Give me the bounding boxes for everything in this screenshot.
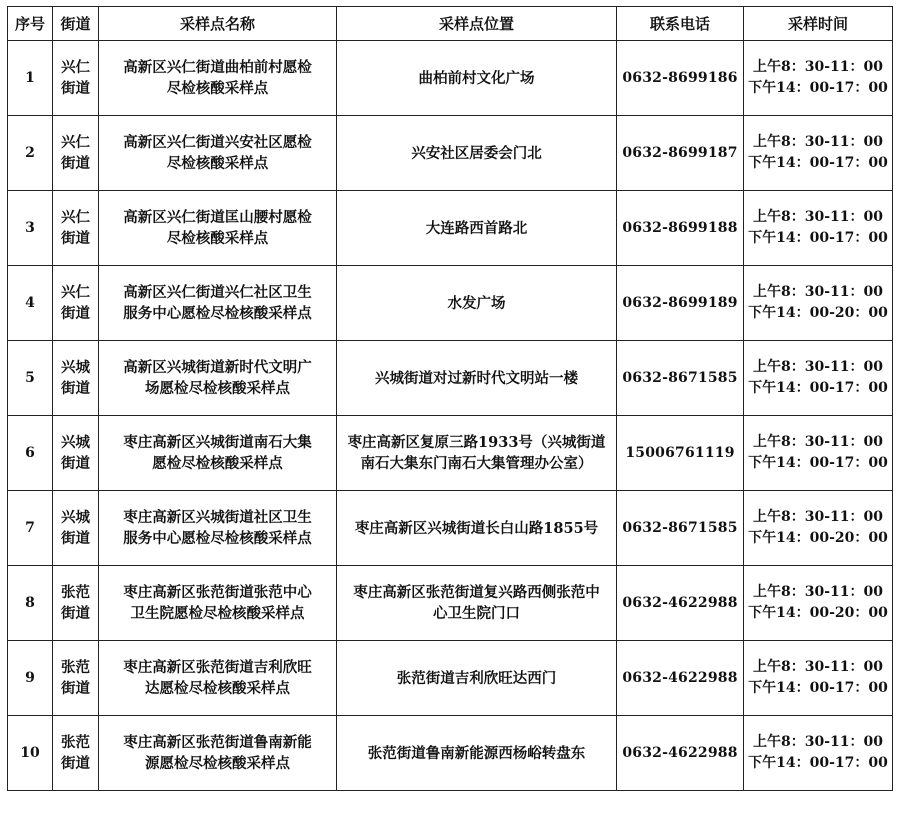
street-cell <box>53 416 99 491</box>
cell-line: 枣庄高新区张范街道张范中心 <box>123 584 312 601</box>
cell-line: 下午14：00-17：00 <box>748 680 888 696</box>
cell-line: 下午14：00-17：00 <box>748 455 888 471</box>
site-location-cell <box>337 266 617 341</box>
seq-cell: 9 <box>8 641 53 716</box>
header-seq: 序号 <box>8 7 53 41</box>
site-name-cell <box>99 41 337 116</box>
cell-line: 兴仁 <box>61 209 90 226</box>
cell-line: 兴城 <box>61 509 90 526</box>
cell-line: 高新区兴仁街道曲柏前村愿检 <box>123 59 312 76</box>
site-name-cell <box>99 716 337 791</box>
time-cell <box>744 341 893 416</box>
table-body <box>8 41 893 791</box>
table-row <box>8 41 893 116</box>
header-time: 采样时间 <box>744 7 893 41</box>
cell-line: 卫生院愿检尽检核酸采样点 <box>130 605 305 622</box>
site-location-cell <box>337 641 617 716</box>
site-location-cell <box>337 491 617 566</box>
seq-cell: 2 <box>8 116 53 191</box>
street-cell <box>53 116 99 191</box>
cell-line: 高新区兴仁街道兴安社区愿检 <box>123 134 312 151</box>
cell-line: 枣庄高新区张范街道鲁南新能 <box>123 734 312 751</box>
header-phone: 联系电话 <box>617 7 744 41</box>
cell-line: 下午14：00-17：00 <box>748 80 888 96</box>
phone-cell: 0632-4622988 <box>617 641 744 716</box>
cell-line: 南石大集东门南石大集管理办公室） <box>360 455 593 472</box>
street-cell <box>53 716 99 791</box>
cell-line: 愿检尽检核酸采样点 <box>152 455 283 472</box>
table-row <box>8 266 893 341</box>
street-cell <box>53 266 99 341</box>
site-name-cell <box>99 341 337 416</box>
site-name-cell <box>99 641 337 716</box>
site-location-cell <box>337 341 617 416</box>
cell-line: 下午14：00-17：00 <box>748 380 888 396</box>
cell-line: 尽检核酸采样点 <box>166 230 269 247</box>
phone-cell: 0632-8699186 <box>617 41 744 116</box>
cell-line: 兴城街道对过新时代文明站一楼 <box>375 369 578 387</box>
cell-line: 上午8：30-11：00 <box>753 734 883 750</box>
cell-line: 上午8：30-11：00 <box>753 359 883 375</box>
cell-line: 兴城 <box>61 359 90 376</box>
cell-line: 源愿检尽检核酸采样点 <box>145 755 290 772</box>
site-location-cell <box>337 191 617 266</box>
time-cell <box>744 116 893 191</box>
cell-line: 街道 <box>61 230 90 247</box>
seq-cell: 7 <box>8 491 53 566</box>
seq-cell: 5 <box>8 341 53 416</box>
phone-cell: 15006761119 <box>617 416 744 491</box>
cell-line: 下午14：00-20：00 <box>748 605 888 621</box>
cell-line: 街道 <box>61 680 90 697</box>
site-name-cell <box>99 116 337 191</box>
cell-line: 张范 <box>61 734 90 751</box>
cell-line: 街道 <box>61 755 90 772</box>
site-location-cell <box>337 41 617 116</box>
cell-line: 水发广场 <box>447 294 506 312</box>
seq-cell: 8 <box>8 566 53 641</box>
phone-cell: 0632-8671585 <box>617 491 744 566</box>
cell-line: 枣庄高新区兴城街道长白山路1855号 <box>354 519 599 537</box>
cell-line: 上午8：30-11：00 <box>753 509 883 525</box>
cell-line: 张范 <box>61 659 90 676</box>
phone-cell: 0632-4622988 <box>617 566 744 641</box>
cell-line: 街道 <box>61 605 90 622</box>
cell-line: 街道 <box>61 530 90 547</box>
site-location-cell <box>337 116 617 191</box>
cell-line: 兴仁 <box>61 134 90 151</box>
cell-line: 上午8：30-11：00 <box>753 209 883 225</box>
cell-line: 尽检核酸采样点 <box>166 80 269 97</box>
table-row <box>8 416 893 491</box>
cell-line: 兴仁 <box>61 284 90 301</box>
street-cell <box>53 341 99 416</box>
cell-line: 尽检核酸采样点 <box>166 155 269 172</box>
site-name-cell <box>99 266 337 341</box>
street-cell <box>53 41 99 116</box>
street-cell <box>53 566 99 641</box>
time-cell <box>744 566 893 641</box>
phone-cell: 0632-4622988 <box>617 716 744 791</box>
header-site-location: 采样点位置 <box>337 7 617 41</box>
header-street: 街道 <box>53 7 99 41</box>
seq-cell: 3 <box>8 191 53 266</box>
site-name-cell <box>99 191 337 266</box>
site-name-cell <box>99 566 337 641</box>
cell-line: 枣庄高新区兴城街道南石大集 <box>123 434 312 451</box>
cell-line: 兴仁 <box>61 59 90 76</box>
cell-line: 高新区兴城街道新时代文明广 <box>123 359 312 376</box>
cell-line: 张范 <box>61 584 90 601</box>
cell-line: 上午8：30-11：00 <box>753 584 883 600</box>
site-location-cell <box>337 566 617 641</box>
seq-cell: 4 <box>8 266 53 341</box>
cell-line: 下午14：00-17：00 <box>748 155 888 171</box>
site-name-cell <box>99 416 337 491</box>
phone-cell: 0632-8699187 <box>617 116 744 191</box>
cell-line: 上午8：30-11：00 <box>753 434 883 450</box>
time-cell <box>744 266 893 341</box>
cell-line: 张范街道吉利欣旺达西门 <box>396 669 557 687</box>
street-cell <box>53 191 99 266</box>
sampling-sites-table <box>7 6 893 791</box>
cell-line: 上午8：30-11：00 <box>753 134 883 150</box>
phone-cell: 0632-8699188 <box>617 191 744 266</box>
cell-line: 服务中心愿检尽检核酸采样点 <box>123 305 312 322</box>
cell-line: 高新区兴仁街道匡山腰村愿检 <box>123 209 312 226</box>
cell-line: 上午8：30-11：00 <box>753 659 883 675</box>
phone-cell: 0632-8699189 <box>617 266 744 341</box>
cell-line: 街道 <box>61 380 90 397</box>
time-cell <box>744 191 893 266</box>
cell-line: 张范街道鲁南新能源西杨峪转盘东 <box>367 744 586 762</box>
cell-line: 心卫生院门口 <box>433 605 520 622</box>
cell-line: 枣庄高新区张范街道吉利欣旺 <box>123 659 312 676</box>
time-cell <box>744 716 893 791</box>
document-page <box>7 6 893 791</box>
cell-line: 街道 <box>61 455 90 472</box>
table-row <box>8 191 893 266</box>
time-cell <box>744 491 893 566</box>
cell-line: 曲柏前村文化广场 <box>418 69 535 87</box>
street-cell <box>53 641 99 716</box>
cell-line: 服务中心愿检尽检核酸采样点 <box>123 530 312 547</box>
cell-line: 高新区兴仁街道兴仁社区卫生 <box>123 284 312 301</box>
cell-line: 枣庄高新区复原三路1933号（兴城街道 <box>347 434 606 451</box>
cell-line: 场愿检尽检核酸采样点 <box>145 380 290 397</box>
table-row <box>8 116 893 191</box>
cell-line: 达愿检尽检核酸采样点 <box>145 680 290 697</box>
header-row <box>8 7 893 41</box>
cell-line: 枣庄高新区兴城街道社区卫生 <box>123 509 312 526</box>
cell-line: 街道 <box>61 80 90 97</box>
site-location-cell <box>337 716 617 791</box>
cell-line: 街道 <box>61 305 90 322</box>
cell-line: 下午14：00-17：00 <box>748 755 888 771</box>
cell-line: 下午14：00-20：00 <box>748 530 888 546</box>
cell-line: 兴城 <box>61 434 90 451</box>
time-cell <box>744 41 893 116</box>
cell-line: 大连路西首路北 <box>425 219 528 237</box>
phone-cell: 0632-8671585 <box>617 341 744 416</box>
site-name-cell <box>99 491 337 566</box>
street-cell <box>53 491 99 566</box>
cell-line: 街道 <box>61 155 90 172</box>
table-row <box>8 491 893 566</box>
seq-cell: 1 <box>8 41 53 116</box>
cell-line: 兴安社区居委会门北 <box>411 144 542 162</box>
header-site-name: 采样点名称 <box>99 7 337 41</box>
cell-line: 上午8：30-11：00 <box>753 284 883 300</box>
table-header <box>8 7 893 41</box>
time-cell <box>744 641 893 716</box>
seq-cell: 10 <box>8 716 53 791</box>
table-row <box>8 341 893 416</box>
table-row <box>8 566 893 641</box>
table-row <box>8 641 893 716</box>
cell-line: 下午14：00-17：00 <box>748 230 888 246</box>
cell-line: 枣庄高新区张范街道复兴路西侧张范中 <box>353 584 600 601</box>
cell-line: 上午8：30-11：00 <box>753 59 883 75</box>
site-location-cell <box>337 416 617 491</box>
time-cell <box>744 416 893 491</box>
seq-cell: 6 <box>8 416 53 491</box>
table-row <box>8 716 893 791</box>
cell-line: 下午14：00-20：00 <box>748 305 888 321</box>
